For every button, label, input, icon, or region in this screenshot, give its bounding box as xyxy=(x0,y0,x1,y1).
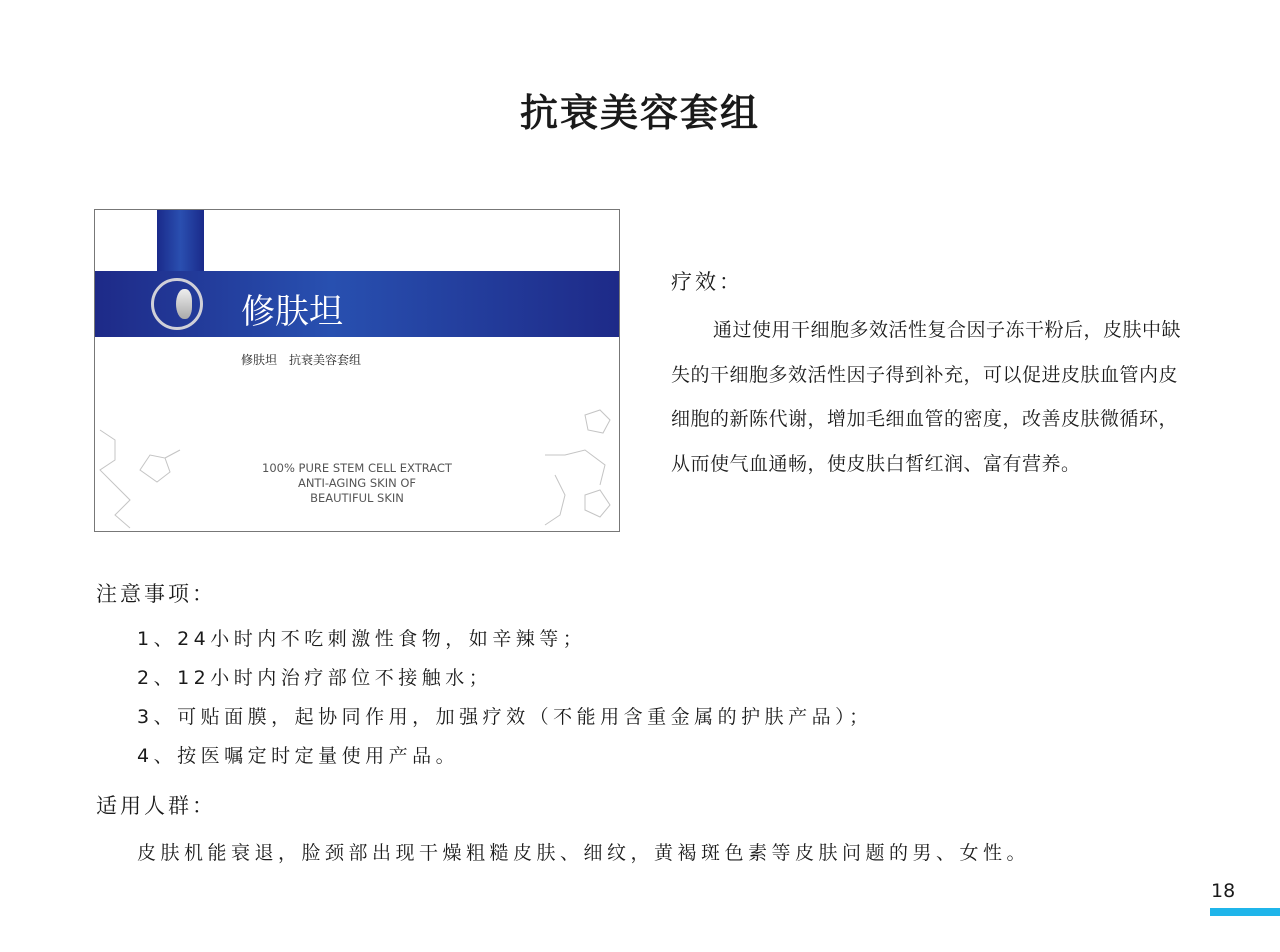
list-item: 1、24小时内不吃刺激性食物，如辛辣等； xyxy=(137,628,587,650)
card-english-line: 100% PURE STEM CELL EXTRACT xyxy=(262,461,452,475)
molecule-decoration-icon xyxy=(95,410,185,531)
card-english-text xyxy=(245,461,469,506)
page-number: 18 xyxy=(1211,880,1236,902)
list-item: 2、12小时内治疗部位不接触水； xyxy=(137,667,493,689)
audience-heading: 适用人群： xyxy=(96,794,216,818)
card-english-line: ANTI-AGING SKIN OF xyxy=(297,476,417,490)
list-item: 4、按医嘱定时定量使用产品。 xyxy=(137,745,460,767)
card-brand: 修肤坦 xyxy=(241,292,343,332)
molecule-decoration-icon xyxy=(515,405,619,531)
card-subtitle: 修肤坦 抗衰美容套组 xyxy=(241,353,362,367)
notes-list xyxy=(137,620,873,776)
product-card-image xyxy=(94,209,620,532)
efficacy-heading: 疗效： xyxy=(671,270,743,294)
list-item: 3、可贴面膜，起协同作用，加强疗效（不能用含重金属的护肤产品）； xyxy=(137,706,873,728)
efficacy-text: 通过使用干细胞多效活性复合因子冻干粉后，皮肤中缺失的干细胞多效活性因子得到补充，可以促进皮肤血管内皮细胞的新陈代谢，增加毛细血管的密度，改善皮肤微循环，从而使气血通畅，使皮肤白皙红润、富有营养。 xyxy=(671,319,1182,475)
audience-text: 皮肤机能衰退，脸颈部出现干燥粗糙皮肤、细纹，黄褐斑色素等皮肤问题的男、女性。 xyxy=(137,842,1031,864)
brand-logo-icon xyxy=(151,278,203,330)
page-title: 抗衰美容套组 xyxy=(519,91,760,135)
notes-heading: 注意事项： xyxy=(96,582,216,606)
card-tab xyxy=(157,210,204,272)
page-number-bar xyxy=(1210,908,1280,916)
card-english-line: BEAUTIFUL SKIN xyxy=(310,491,404,505)
